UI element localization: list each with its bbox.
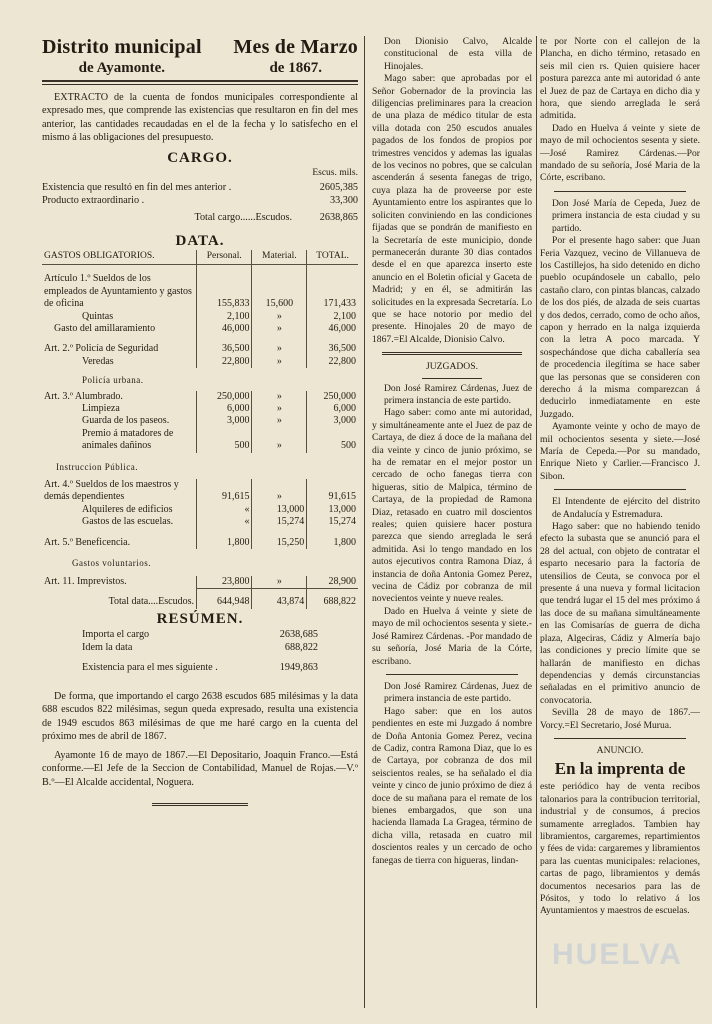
month-title: Mes de Marzo (233, 36, 358, 58)
notice-heading: Don José María de Cepeda, Juez de primera instancia de esta ciudad y su partido. (552, 197, 700, 234)
table-row: Veredas 22,800 » 22,800 (82, 355, 356, 367)
table-row: Gastos de las escuelas. « 15,274 15,274 (82, 516, 356, 528)
divider (422, 378, 482, 379)
notice-close: Sevilla 28 de mayo de 1867.—Vorcy.=El Secretario, José Murua. (540, 707, 700, 731)
data-table (42, 250, 358, 609)
resumen-title: RESÚMEN. (156, 610, 244, 627)
table-row: Gasto del amillaramiento 46,000 » 46,000 (54, 323, 356, 334)
table-row: Art. 5.º Beneficencia. 1,800 15,250 1,800 (42, 529, 358, 549)
notice-heading: Don José Ramirez Cárdenas, Juez de primera instancia de este partido. (384, 680, 532, 705)
signature-text: Ayamonte 16 de mayo de 1867.—El Depositario, Joaquin Franco.—Está conforme.—El Jefe de la Seccion de Contabilidad, Manuel de Rojas.—V.º B.º—El Alcalde accidental, Noguera. (42, 750, 358, 788)
table-row: Artículo 1.º Sueldos de los empleados de Ayuntamiento y gastos de oficina 155,833 15,600 171,433 (42, 265, 358, 311)
table-subheading: Instruccion Pública. (56, 461, 138, 472)
table-subheading: Policía urbana. (82, 375, 144, 386)
table-row: Art. 4.º Sueldos de los maestros y demás dependientes 91,615 » 91,615 (44, 479, 356, 503)
cargo-row: Existencia que resultó en fin del mes anterior . 2605,385 (42, 181, 358, 193)
anuncio-heading: ANUNCIO. (596, 744, 644, 756)
cargo-total: Total cargo......Escudos. 2638,865 (194, 212, 358, 224)
notices-column-right (540, 36, 700, 918)
resumen-row: Importa el cargo 2638,685 (82, 629, 318, 641)
closing-text: De forma, que importando el cargo 2638 escudos 685 milésimas y la data 688 escudos 822 milésimas, segun queda expresado, resulta una existencia de 1949 escudos 863 milésimas de que me haré cargo en la cuenta del próximo mes de abril de 1867. (42, 691, 358, 742)
notice-body: Hago saber: que en los autos pendientes en este mi Juzgado á nombre de Doña Antonia Gomez Perez, vecina de Cadiz, contra Ramona Diaz, que lo es de Cartaya, por cobranza de dos mil seiscientos reales, se ha señalado el dia veinte y cinco de junio próximo de diez á doce de su mañana para el remate de los bienes embargados, que son una hacienda llamada La Gragea, término de dicha villa, retasada en cuatro mil doscientos reales y un cercado de ocho fanegas de tierra con higueras, lindan- (372, 705, 532, 866)
notice-close: Dado en Huelva á veinte y siete de mayo de mil ochocientos sesenta y siete.-José Ramirez Cárdenas. -Por mandado de su señoría, José Maria de la Córte, escribano. (372, 605, 532, 667)
table-row: Quintas 2,100 » 2,100 (82, 310, 356, 322)
table-subheading: Gastos voluntarios. (72, 558, 151, 569)
notice-body: te por Norte con el callejon de la Plancha, en dicho término, retasado en seis mil cien rs. Quien quisiere hacer postura parezca ante mi autoridad ó ante el Juez de paz de Cartaya en dicho dia y hora, que siendo arreglada le será admitida. (540, 36, 700, 122)
table-row: Art. 3.º Alumbrado. 250,000 » 250,000 (44, 390, 356, 402)
resumen-existencia: Existencia para el mes siguiente . 1949,863 (82, 661, 318, 673)
resumen-row: Idem la data 688,822 (82, 642, 318, 654)
header-rule (42, 80, 358, 85)
closing-rule (152, 803, 248, 806)
table-row: Guarda de los paseos. 3,000 » 3,000 (82, 415, 356, 427)
extract-text: EXTRACTO de la cuenta de fondos municipales correspondiente al expresado mes, que comprende las existencias que resultaron en fin del mes anterior, las cantidades recaudadas en el de la fecha y lo satisfecho en el mismo á las obligaciones del presupuesto. (42, 92, 358, 143)
archive-stamp: HUELVA (552, 938, 683, 971)
notice-close: Dado en Huelva á veinte y siete de mayo de mil ochocientos sesenta y siete.—José Ramirez Cárdenas.—Por mandado de su señoría, José Maria de la Córte, escribano. (540, 122, 700, 184)
imprenta-heading: En la imprenta de (554, 759, 686, 779)
table-row: Art. 11. Imprevistos. 23,800 » 28,900 (44, 575, 356, 587)
district-title: Distrito municipal (42, 36, 202, 58)
notice-heading: El Intendente de ejército del distrito de Andalucía y Estremadura. (552, 496, 700, 520)
divider (386, 674, 518, 675)
district-subtitle: de Ayamonte. (78, 60, 166, 76)
table-row: Alquileres de edificios « 13,000 13,000 (82, 503, 356, 515)
cargo-row: Producto extraordinario . 33,300 (42, 195, 358, 207)
notices-column (372, 36, 532, 867)
imprenta-body: este periódico hay de venta recibos talonarios para la contribucion territorial, industrial y de consumos, á precios sumamente arreglados. Tambien hay libramientos, cargaremes, repartimientos y fées de vida: cargaremes y libramientos para las cuentas municipales: relaciones, cartas de pago, libramientos y demás documentos necesarios para las de Pósitos, y todo lo relativo á los Ayuntamientos y maestros de escuelas. (540, 781, 700, 917)
month-subtitle: de 1867. (269, 60, 322, 76)
notice-heading: Don José Ramirez Cárdenas, Juez de primera instancia de este partido. (384, 382, 532, 406)
section-rule (382, 352, 522, 355)
juzgados-heading: JUZGADOS. (426, 361, 478, 373)
table-row: Limpieza 6,000 » 6,000 (82, 403, 356, 415)
notice-body: Por el presente hago saber: que Juan Feria Vazquez, vecino de Villanueva de los Castillejos, ha sido detenido en dicho pueblo ocupándosele un caballo, pelo castaño claro, con pintas blancas, calzado de los dos piés, de alzada de seis cuartas y dos dedos, cerrado, como de ocho años, capon y herrado en la nalga izquierda con la letra A poco marcada. Y sospechándose que dicha caballería sea de procedencia ilegítima se hace saber que las personas que se consideren con derecho á la misma comparezcan á deducirlo inmediatamente en este Juzgado. (540, 235, 700, 420)
notice-body: Hago saber: que no habiendo tenido efecto la subasta que se anunció para el 28 del actual, con objeto de contratar el esparto necesario para la factoría de utensilios de Ceuta, se convoca por el presente á una nueva y formal licitacion que tendrá lugar el 15 del mes próximo á las doce de su mañana simultáneamente en las Comisarías de guerra de dicha plaza, Algeciras, Cádiz y Almería bajo las condiciones y precio límite que se hallarán de manifiesto en dichas dependencias y demás circunstancias señaladas en el primitivo anuncio de convocatoria. (540, 521, 700, 706)
data-title: DATA. (175, 232, 225, 249)
notice-close: Ayamonte veinte y ocho de mayo de mil ochocientos sesenta y siete.—José María de Cepeda.—Por su mandado, Enrique Nieto y Carlier.—Francisco J. Sibon. (540, 421, 700, 482)
table-row: Premio á matadores de animales dañinos 500 » 500 (82, 427, 356, 452)
table-header: GASTOS OBLIGATORIOS. Personal. Material. TOTAL. (42, 250, 358, 265)
divider (554, 191, 686, 192)
notice-heading: Don Dionisio Calvo, Alcalde constitucional de esta villa de Hinojales. (384, 36, 532, 72)
table-total-row: Total data....Escudos. 644,948 43,874 688,822 (42, 588, 358, 608)
notice-body: Mago saber: que aprobadas por el Señor Gobernador de la provincia las diligencias preliminares para la creacion de una plaza de médico titular de esta villa dotada con 250 escudos anuales pagados de los fondos de propios por trimestres vencidos y ademas las igualas de los vecinos no pobres, que se calculan ascenderán á sesenta fanegas de trigo, cuya plaza ha de proveerse por este Ayuntamiento entre los aspirantes que lo soliciten conviniendo en las condiciones fijadas que se pondrán de manifiesto en la Secretaría de este municipio, donde permanecerán durante 30 dias contados desde el en que aparezca inserto este anuncio en el Boletin oficial y Gaceta de Madrid; y en él, se admitirán las solicitudes en la expresada Secretaría. Lo que se hace notorio por medio del presente. Hinojales 20 de mayo de 1867.=El Alcalde, Dionisio Calvo. (372, 73, 532, 345)
resumen-block (42, 628, 358, 674)
masthead (42, 36, 358, 78)
notice-body: Hago saber: como ante mi autoridad, y simultáneamente ante el Juez de paz de Cartaya, de diez á doce de la mañana del dia veinte y cinco de junio próximo, se ha de rematar en el mejor postor un cercado de ocho fanegas tierra con higueras, sitio de Malpica, término de Cartaya, de la propiedad de Ramona Diaz, retasado en cuatro mil doscientos reales; quien quisiere hacer postura parezca que siendo arreglada le será admitida. Asi lo tengo mandado en los autos ejecutivos contra Ramona Diaz, á instancia de doña Antonia Gomez Perez, vecina de Cádiz por cobranza de mil novecientos veinte y nueve reales. (372, 407, 532, 605)
divider (554, 489, 686, 490)
cargo-unit: Escus. mils. (312, 168, 358, 179)
column-rule (536, 36, 537, 1008)
accounts-column (42, 36, 358, 820)
cargo-title: CARGO. (167, 150, 233, 167)
divider (554, 738, 686, 739)
column-rule (364, 36, 365, 1008)
table-row: Art. 2.º Policía de Seguridad 36,500 » 36,500 (42, 335, 358, 355)
